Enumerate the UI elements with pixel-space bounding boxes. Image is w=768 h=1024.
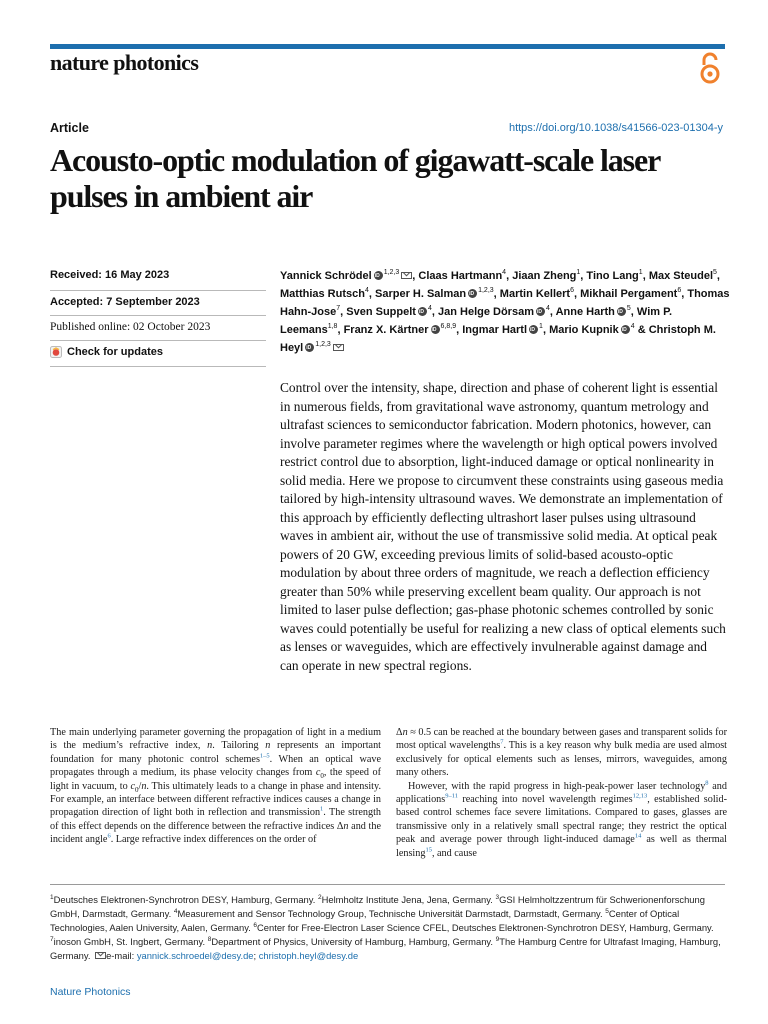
- body-text: and applications: [396, 780, 727, 806]
- affiliation-text: The Hamburg Centre for Ultrafast Imaging, Hamburg, Germany.: [50, 936, 721, 961]
- check-for-updates-button[interactable]: [50, 346, 266, 358]
- italic-symbol: n: [141, 780, 147, 792]
- body-column-left: [50, 726, 381, 847]
- reference-number: 1: [320, 806, 324, 814]
- affiliation-number: 4: [173, 907, 178, 915]
- author-affiliation-number: 4: [630, 323, 635, 330]
- body-text: . When an optical wave propagates through a medium, its phase velocity changes from: [50, 753, 381, 779]
- reference-number: 12,13: [632, 792, 648, 800]
- italic-symbol: n: [343, 820, 349, 832]
- author-name: Christoph M. Heyl: [280, 324, 716, 354]
- email-icon[interactable]: [333, 344, 344, 351]
- affiliation-text: inoson GmbH, St. Ingbert, Germany.: [53, 936, 208, 947]
- body-text: reaching into novel wavelength regimes: [458, 794, 633, 806]
- author-name: Yannick Schrödel: [280, 270, 372, 282]
- affiliation-number: 1: [50, 893, 54, 901]
- article-type-label: Article: [50, 121, 89, 135]
- received-date: Received: 16 May 2023: [50, 269, 170, 281]
- orcid-icon[interactable]: [529, 325, 538, 334]
- affiliation-text: Center for Free-Electron Laser Science CFEL, Deutsches Elektronen-Synchrotron DESY, Hamburg, Germany.: [257, 922, 714, 933]
- subscript: 0: [134, 785, 139, 794]
- body-text: as well as thermal lensing: [396, 834, 727, 859]
- author-affiliation-number: 1,8: [327, 323, 338, 330]
- affiliation-text: Deutsches Elektronen-Synchrotron DESY, Hamburg, Germany.: [53, 894, 318, 905]
- author-name: Jan Helge Dörsam: [438, 306, 534, 318]
- author-name: Franz X. Kärtner: [343, 324, 429, 336]
- orcid-icon[interactable]: [431, 325, 440, 334]
- author-affiliation-number: 4: [545, 305, 550, 312]
- italic-symbol: c: [130, 780, 135, 792]
- affiliation-number: 9: [495, 935, 500, 943]
- orcid-icon[interactable]: [617, 307, 626, 316]
- body-text: Δ: [396, 727, 403, 738]
- email-link[interactable]: christoph.heyl@desy.de: [258, 950, 359, 961]
- italic-symbol: n: [402, 727, 408, 738]
- affiliation-number: 5: [605, 907, 609, 915]
- author-affiliation-number: 4: [364, 287, 369, 294]
- author-affiliation-number: 1,2,3: [315, 341, 331, 348]
- abstract: Control over the intensity, shape, direction and phase of coherent light is essential in numerous fields, from gravitational wave astronomy, quantum metrology and ultrafast sciences to semiconductor fabrication. Modern photonics, however, can involve parameter regimes where the wavelength or high optical powers involved restrict control due to absorption, light-induced damage or optical nonlinearity in solid media. Here we propose to circumvent these constraints using gaseous media tailored by high-intensity ultrasound waves. We demonstrate an implementation of this approach by efficiently deflecting ultrashort laser pulses using ultrasound waves in ambient air, without the use of transmissive solid media. At optical peak powers of 20 GW, exceeding previous limits of solid-based acousto-optic modulation by about three orders of magnitude, we reach a deflection efficiency greater than 50% while preserving excellent beam quality. Our approach is not limited to laser pulse deflection; gas-phase photonic schemes controlled by sonic waves could potentially be useful for realizing a new class of optical elements such as lenses or waveguides, which are effectively invulnerable against damage and can operate in new spectral regions.: [280, 380, 726, 673]
- affiliation-text: Measurement and Sensor Technology Group, Technische Universität Darmstadt, Darmstadt, Germany.: [177, 908, 606, 919]
- author-affiliation-number: 1,2,3: [478, 287, 494, 294]
- email-link[interactable]: yannick.schroedel@desy.de: [136, 950, 254, 961]
- body-text: . Large refractive index differences on the order of: [110, 834, 317, 846]
- footer-journal-name[interactable]: Nature Photonics: [50, 986, 131, 998]
- author-affiliation-number: 1,2,3: [383, 269, 400, 276]
- body-text: /: [138, 780, 142, 792]
- author-name: Mikhail Pergament: [580, 288, 678, 300]
- reference-number: 7: [500, 739, 504, 747]
- affiliation-text: GSI Helmholtzzentrum für Schwerionenforschung GmbH, Darmstadt, Germany.: [50, 894, 705, 919]
- author-list: Yannick SchrödeliD $^{1,2,3}$ , Claas Hartmann$^4$, Jiaan Zheng$^1$, Tino Lang$^1$, Max Steudel$^5$, Matthias Rutsch$^4$, Sarper H. SalmaniD $^{1,2,3}$, Martin Kellert$^6$, Mikhail Pergament$^6$, Thomas Hahn-Jose$^7$, Sven SuppeltiD $^4$, Jan Helge DörsamiD $^4$, Anne HarthiD $^5$, Wim P. Leemans$^{1,8}$, Franz X. KärtneriD $^{6,8,9}$, Ingmar HartliD $^1$, Mario KupnikiD $^4$ & Christoph M. HeyliD $^{1,2,3}$: [280, 267, 730, 357]
- header-accent-bar: [50, 44, 725, 49]
- author-affiliation-number: 6: [570, 287, 574, 294]
- body-text: , and cause: [431, 847, 477, 859]
- body-text: . This is a key reason why bulk media are used almost exclusively for optical elements such as lenses, mirrors, waveguides, among many others.: [396, 740, 727, 779]
- author-affiliation-number: 1: [576, 269, 581, 276]
- check-updates-label: Check for updates: [67, 346, 163, 358]
- author-name: Claas Hartmann: [418, 270, 503, 282]
- affiliation-number: 7: [50, 935, 54, 943]
- email-icon[interactable]: [401, 272, 412, 279]
- orcid-icon[interactable]: [468, 289, 477, 298]
- affiliation-text: ;: [253, 950, 259, 961]
- check-updates-icon: [50, 346, 62, 358]
- italic-symbol: c: [315, 767, 321, 779]
- article-title: Acousto-optic modulation of gigawatt-scale laser pulses in ambient air: [50, 142, 660, 214]
- body-text: ≈ 0.5 can be reached at the boundary between gases and transparent solids for most optical wavelengths: [396, 727, 727, 752]
- published-date: Published online: 02 October 2023: [50, 321, 211, 333]
- body-paragraph: [396, 726, 727, 780]
- author-name: Tino Lang: [586, 270, 639, 282]
- orcid-icon[interactable]: [621, 325, 630, 334]
- author-affiliation-number: 5: [713, 269, 717, 276]
- author-affiliation-number: 1: [638, 269, 643, 276]
- author-name: Thomas Hahn-Jose: [280, 288, 730, 318]
- author-name: Ingmar Hartl: [462, 324, 528, 336]
- reference-number: 15: [425, 846, 432, 854]
- reference-number: 14: [634, 832, 642, 840]
- body-text: and the incident angle: [50, 820, 381, 846]
- affiliation-number: 6: [253, 921, 258, 929]
- email-icon: [95, 952, 106, 959]
- author-name: Sven Suppelt: [346, 306, 416, 318]
- author-name: Jiaan Zheng: [512, 270, 577, 282]
- accepted-date: Accepted: 7 September 2023: [50, 296, 200, 308]
- affiliation-number: 2: [317, 893, 322, 901]
- body-paragraph: [50, 726, 381, 847]
- body-text: represents an important foundation for many photonic control schemes: [50, 740, 381, 765]
- divider: [50, 290, 266, 291]
- orcid-icon[interactable]: [305, 343, 314, 352]
- subscript: 0: [320, 772, 324, 781]
- author-affiliation-number: 1: [539, 323, 543, 330]
- footnote-divider: [50, 884, 725, 885]
- italic-symbol: n: [265, 740, 271, 752]
- author-name: Max Steudel: [648, 270, 713, 282]
- divider: [50, 315, 266, 316]
- author-affiliation-number: 7: [336, 305, 341, 312]
- orcid-icon[interactable]: [418, 307, 427, 316]
- orcid-icon[interactable]: [536, 307, 545, 316]
- author-affiliation-number: 6: [677, 287, 682, 294]
- author-name: Wim P. Leemans: [280, 306, 673, 336]
- affiliations: [50, 893, 730, 963]
- author-name: Anne Harth: [555, 306, 615, 318]
- doi-link[interactable]: https://doi.org/10.1038/s41566-023-01304-y: [508, 122, 723, 134]
- affiliation-number: 3: [495, 893, 500, 901]
- body-text: , the speed of light in vacuum, to: [50, 767, 381, 792]
- affiliation-text: Helmholtz Institute Jena, Jena, Germany.: [321, 894, 496, 905]
- affiliation-text: Department of Physics, University of Hamburg, Hamburg, Germany.: [211, 936, 496, 947]
- orcid-icon[interactable]: [374, 271, 383, 280]
- author-affiliation-number: 6,8,9: [440, 323, 457, 330]
- body-paragraph: [396, 780, 727, 860]
- affiliation-text: e-mail:: [106, 950, 137, 961]
- author-name: Martin Kellert: [499, 288, 571, 300]
- author-affiliation-number: 5: [626, 305, 631, 312]
- reference-number: 9–11: [445, 792, 458, 800]
- body-text: , established solid-based control schemes face severe limitations. Compared to gases, glasses are transmissive only in a relatively small spectral range; they restrict the optical peak and average power through light-induced damage: [396, 794, 727, 846]
- reference-number: 6: [107, 832, 111, 840]
- body-text: . The strength of this effect depends on the difference between the refractive indices Δ: [50, 807, 381, 832]
- author-affiliation-number: 4: [502, 269, 507, 276]
- author-name: Mario Kupnik: [549, 324, 619, 336]
- body-text: . This ultimately leads to a change in phase and intensity. For example, an interface between different refractive indices causes a change in propagation direction of light both in reflection and transmission: [50, 780, 381, 819]
- author-affiliation-number: 4: [427, 305, 432, 312]
- body-column-right: [396, 726, 727, 860]
- open-access-icon[interactable]: [697, 51, 723, 85]
- affiliation-text: Center of Optical Technologies, Aalen University, Aalen, Germany.: [50, 908, 680, 933]
- reference-number: 8: [705, 779, 709, 787]
- body-text: The main underlying parameter governing the propagation of light in a medium is the medium’s refractive index,: [50, 727, 381, 752]
- body-text: However, with the rapid progress in high-peak-power laser technology: [408, 780, 706, 792]
- italic-symbol: n: [207, 740, 213, 752]
- affiliation-number: 8: [207, 935, 212, 943]
- author-name: Matthias Rutsch: [280, 288, 365, 300]
- journal-name[interactable]: nature photonics: [50, 50, 199, 75]
- body-text: . Tailoring: [212, 740, 266, 752]
- author-name: Sarper H. Salman: [375, 288, 467, 300]
- reference-number: 1–5: [259, 752, 270, 760]
- divider: [50, 366, 266, 367]
- divider: [50, 340, 266, 341]
